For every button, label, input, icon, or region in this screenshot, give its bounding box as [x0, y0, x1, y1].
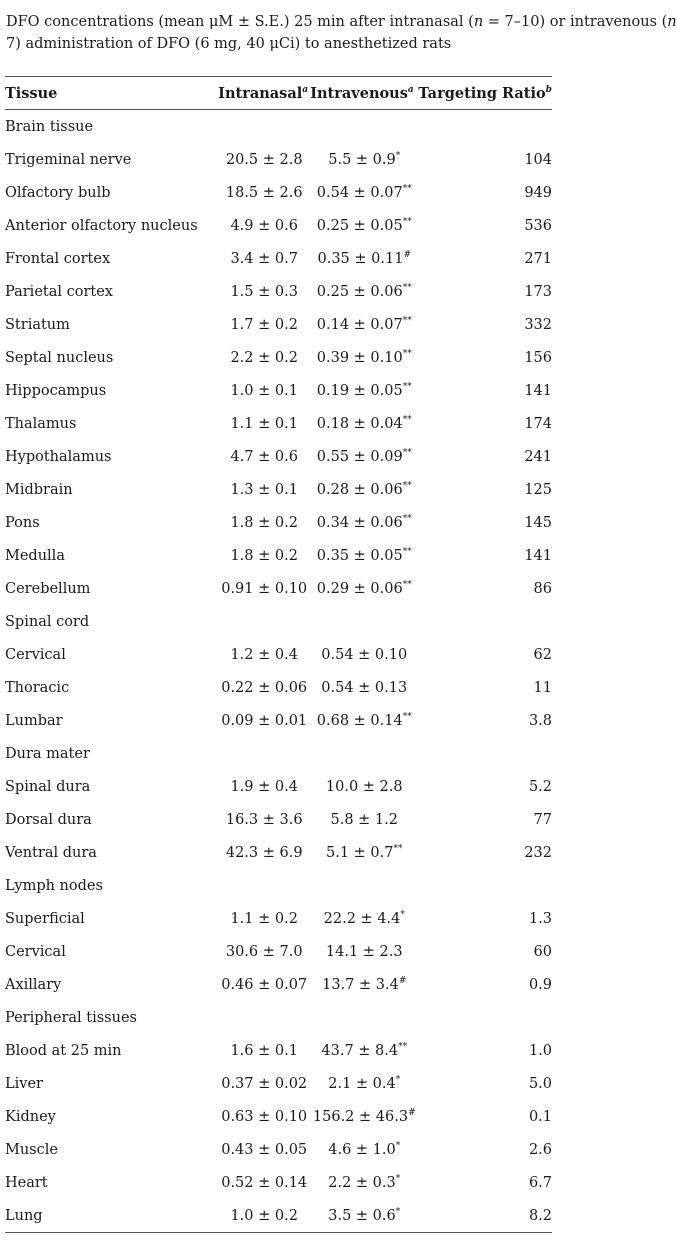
- significance-mark: **: [402, 183, 412, 194]
- intranasal-cell: 18.5 ± 2.6: [225, 184, 303, 201]
- table-row: [5, 704, 552, 737]
- intravenous-value: 5.5 ± 0.9: [328, 151, 396, 168]
- table-header-row: [5, 77, 552, 110]
- targeting-ratio-cell: 5.2: [528, 778, 552, 795]
- significance-mark: #: [398, 975, 407, 986]
- intravenous-cell: [310, 143, 418, 176]
- targeting-ratio-cell: 8.2: [418, 1199, 552, 1233]
- tissue-cell: Olfactory bulb: [5, 184, 111, 201]
- intranasal-cell: 42.3 ± 6.9: [225, 844, 303, 861]
- tissue-cell: Dorsal dura: [5, 811, 92, 828]
- group-header-row: [5, 605, 552, 638]
- significance-mark: *: [395, 1140, 401, 1151]
- intravenous-value: 0.68 ± 0.14: [316, 712, 403, 729]
- intranasal-cell: 1.9 ± 0.4: [230, 778, 298, 795]
- tissue-cell: Striatum: [5, 316, 70, 333]
- significance-mark: *: [395, 1173, 401, 1184]
- intravenous-value: 0.29 ± 0.06: [316, 580, 403, 597]
- tissue-cell: Heart: [5, 1174, 48, 1191]
- targeting-ratio-cell: 241: [524, 448, 552, 465]
- table-row: [5, 374, 552, 407]
- significance-mark: **: [402, 546, 412, 557]
- table-row: [5, 1067, 552, 1100]
- intravenous-cell: [310, 968, 418, 1001]
- intravenous-value: 10.0 ± 2.8: [325, 778, 403, 795]
- intravenous-cell: [310, 374, 418, 407]
- intranasal-cell: 30.6 ± 7.0: [225, 943, 303, 960]
- significance-mark: *: [395, 1074, 401, 1085]
- intravenous-value: 43.7 ± 8.4: [321, 1042, 399, 1059]
- intranasal-cell: 0.63 ± 0.10: [221, 1108, 308, 1125]
- intranasal-cell: 0.46 ± 0.07: [221, 976, 308, 993]
- tissue-cell: Pons: [5, 514, 40, 531]
- column-header-intranasal: Intranasal$^a$: [218, 77, 310, 110]
- table-row: [5, 803, 552, 836]
- intravenous-cell: [310, 1067, 418, 1100]
- table-row: [5, 1034, 552, 1067]
- targeting-ratio-cell: 1.3: [528, 910, 552, 927]
- intravenous-value: 4.6 ± 1.0: [328, 1141, 396, 1158]
- intravenous-cell: [310, 341, 418, 374]
- table-row: [5, 671, 552, 704]
- intravenous-value: 0.19 ± 0.05: [316, 382, 403, 399]
- intravenous-value: 0.28 ± 0.06: [316, 481, 403, 498]
- intravenous-value: 13.7 ± 3.4: [322, 976, 399, 993]
- tissue-cell: Cervical: [5, 646, 66, 663]
- table-row: [5, 440, 552, 473]
- tissue-cell: Liver: [5, 1075, 43, 1092]
- targeting-ratio-cell: 60: [533, 943, 552, 960]
- significance-mark: #: [408, 1107, 416, 1118]
- intravenous-value: 5.8 ± 1.2: [330, 811, 398, 828]
- caption-line-2: 7) administration of DFO (6 mg, 40 μCi) to anesthetized rats: [6, 36, 452, 52]
- intravenous-value: 0.34 ± 0.06: [316, 514, 403, 531]
- intravenous-cell: [310, 1100, 418, 1133]
- intranasal-cell: 4.9 ± 0.6: [230, 217, 298, 234]
- targeting-ratio-cell: 156: [524, 349, 552, 366]
- tissue-cell: Blood at 25 min: [5, 1042, 122, 1059]
- group-label: Brain tissue: [5, 118, 94, 135]
- tissue-cell: Medulla: [5, 547, 65, 564]
- targeting-ratio-cell: 77: [533, 811, 552, 828]
- table-row: [5, 638, 552, 671]
- tissue-cell: Muscle: [5, 1141, 58, 1158]
- tissue-cell: Hypothalamus: [5, 448, 112, 465]
- tissue-cell: Septal nucleus: [5, 349, 114, 366]
- targeting-ratio-cell: 271: [524, 250, 552, 267]
- group-label: Lymph nodes: [5, 877, 103, 894]
- targeting-ratio-cell: 145: [524, 514, 552, 531]
- targeting-ratio-cell: 6.7: [528, 1174, 552, 1191]
- column-header-intravenous: Intravenous$^a$: [310, 77, 418, 110]
- intranasal-cell: 1.3 ± 0.1: [230, 481, 298, 498]
- intravenous-value: 0.35 ± 0.11: [317, 250, 404, 267]
- intranasal-cell: 0.09 ± 0.01: [221, 712, 308, 729]
- intravenous-value: 0.54 ± 0.07: [316, 184, 403, 201]
- intranasal-cell: 1.6 ± 0.1: [230, 1042, 298, 1059]
- intranasal-cell: 1.5 ± 0.3: [230, 283, 298, 300]
- intravenous-value: 0.55 ± 0.09: [316, 448, 403, 465]
- table-row: [5, 539, 552, 572]
- tissue-cell: Axillary: [5, 976, 62, 993]
- tissue-cell: Midbrain: [5, 481, 73, 498]
- table-row: [5, 473, 552, 506]
- table-row: [5, 308, 552, 341]
- table-row: [5, 242, 552, 275]
- intranasal-cell: 1.8 ± 0.2: [230, 514, 298, 531]
- tissue-cell: Kidney: [5, 1108, 56, 1125]
- group-header-row: [5, 869, 552, 902]
- significance-mark: *: [395, 1206, 401, 1217]
- column-header-targeting-ratio: Targeting Ratio$^b$: [418, 77, 552, 110]
- targeting-ratio-cell: 3.8: [528, 712, 552, 729]
- significance-mark: **: [402, 414, 412, 425]
- significance-mark: **: [402, 579, 412, 590]
- intravenous-value: 0.18 ± 0.04: [316, 415, 403, 432]
- tissue-cell: Spinal dura: [5, 778, 91, 795]
- table-caption: [0, 0, 677, 52]
- intravenous-value: 156.2 ± 46.3: [312, 1108, 409, 1125]
- significance-mark: **: [402, 348, 412, 359]
- significance-mark: **: [402, 447, 412, 458]
- intranasal-cell: 1.1 ± 0.2: [230, 910, 298, 927]
- targeting-ratio-cell: 174: [524, 415, 552, 432]
- table-row: [5, 209, 552, 242]
- intravenous-value: 5.1 ± 0.7: [326, 844, 394, 861]
- intravenous-cell: [310, 704, 418, 737]
- intravenous-cell: [310, 242, 418, 275]
- table-row: [5, 407, 552, 440]
- intranasal-cell: 1.2 ± 0.4: [230, 646, 298, 663]
- intravenous-value: 14.1 ± 2.3: [325, 943, 403, 960]
- intravenous-value: 0.54 ± 0.13: [321, 679, 408, 696]
- intravenous-cell: [310, 440, 418, 473]
- tissue-cell: Trigeminal nerve: [5, 151, 132, 168]
- table-row: [5, 770, 552, 803]
- table-row: [5, 836, 552, 869]
- targeting-ratio-cell: 949: [524, 184, 552, 201]
- targeting-ratio-cell: 141: [524, 382, 552, 399]
- table-row: [5, 1100, 552, 1133]
- table-row: [5, 902, 552, 935]
- intravenous-cell: [310, 506, 418, 539]
- targeting-ratio-cell: 173: [524, 283, 552, 300]
- tissue-cell: Lung: [5, 1199, 218, 1233]
- intravenous-cell: [310, 671, 418, 704]
- significance-mark: *: [400, 909, 405, 920]
- intravenous-cell: [310, 803, 418, 836]
- intranasal-cell: 0.52 ± 0.14: [221, 1174, 308, 1191]
- tissue-cell: Thalamus: [5, 415, 77, 432]
- targeting-ratio-cell: 2.6: [528, 1141, 552, 1158]
- footnote-mark: b: [545, 84, 552, 95]
- significance-mark: **: [402, 282, 412, 293]
- targeting-ratio-cell: 11: [533, 679, 552, 696]
- significance-mark: *: [395, 150, 401, 161]
- targeting-ratio-cell: 0.9: [528, 976, 552, 993]
- table-body: [5, 110, 552, 1233]
- significance-mark: **: [402, 315, 412, 326]
- intravenous-value: 0.39 ± 0.10: [316, 349, 403, 366]
- intravenous-value: 22.2 ± 4.4: [323, 910, 401, 927]
- table-row: [5, 341, 552, 374]
- significance-mark: **: [402, 711, 412, 722]
- intravenous-value: 0.25 ± 0.05: [316, 217, 403, 234]
- intranasal-cell: 3.4 ± 0.7: [230, 250, 298, 267]
- intravenous-cell: [310, 770, 418, 803]
- table-row: [5, 1133, 552, 1166]
- footnote-mark: a: [407, 84, 414, 95]
- intranasal-cell: 0.43 ± 0.05: [221, 1141, 308, 1158]
- intravenous-cell: [310, 902, 418, 935]
- tissue-cell: Frontal cortex: [5, 250, 111, 267]
- tissue-cell: Ventral dura: [5, 844, 97, 861]
- dfo-concentration-table: [5, 76, 552, 1233]
- intranasal-cell: 16.3 ± 3.6: [225, 811, 303, 828]
- intravenous-cell: [310, 473, 418, 506]
- targeting-ratio-cell: 141: [524, 547, 552, 564]
- intranasal-cell: 0.91 ± 0.10: [221, 580, 308, 597]
- column-header-tissue: Tissue: [5, 77, 218, 110]
- table-row: [5, 506, 552, 539]
- table-row: [5, 1166, 552, 1199]
- intravenous-cell: [310, 275, 418, 308]
- tissue-cell: Parietal cortex: [5, 283, 113, 300]
- targeting-ratio-cell: 0.1: [528, 1108, 552, 1125]
- table-row: [5, 1199, 552, 1233]
- intranasal-cell: 2.2 ± 0.2: [230, 349, 298, 366]
- targeting-ratio-cell: 332: [524, 316, 552, 333]
- significance-mark: **: [393, 843, 403, 854]
- significance-mark: **: [398, 1041, 408, 1052]
- table-row: [5, 935, 552, 968]
- intravenous-value: 0.25 ± 0.06: [316, 283, 403, 300]
- tissue-cell: Lumbar: [5, 712, 63, 729]
- intravenous-cell: [310, 176, 418, 209]
- tissue-cell: Hippocampus: [5, 382, 107, 399]
- intravenous-value: 2.1 ± 0.4: [328, 1075, 396, 1092]
- tissue-cell: Thoracic: [5, 679, 70, 696]
- intravenous-value: 3.5 ± 0.6: [328, 1207, 396, 1224]
- targeting-ratio-cell: 5.0: [528, 1075, 552, 1092]
- intranasal-cell: 0.22 ± 0.06: [221, 679, 308, 696]
- significance-mark: #: [403, 249, 411, 260]
- intranasal-cell: 20.5 ± 2.8: [225, 151, 303, 168]
- tissue-cell: Cervical: [5, 943, 66, 960]
- group-label: Spinal cord: [5, 613, 90, 630]
- group-header-row: [5, 110, 552, 144]
- targeting-ratio-cell: 125: [524, 481, 552, 498]
- targeting-ratio-cell: 1.0: [528, 1042, 552, 1059]
- intravenous-cell: [310, 572, 418, 605]
- table-row: [5, 275, 552, 308]
- intranasal-cell: 0.37 ± 0.02: [221, 1075, 308, 1092]
- intravenous-cell: [310, 1166, 418, 1199]
- footnote-mark: a: [302, 84, 309, 95]
- intranasal-cell: 1.8 ± 0.2: [230, 547, 298, 564]
- intranasal-cell: 1.7 ± 0.2: [230, 316, 298, 333]
- group-header-row: [5, 737, 552, 770]
- group-label: Peripheral tissues: [5, 1009, 137, 1026]
- intranasal-cell: 1.0 ± 0.2: [218, 1199, 310, 1233]
- targeting-ratio-cell: 232: [524, 844, 552, 861]
- intravenous-cell: [310, 836, 418, 869]
- intravenous-cell: [310, 638, 418, 671]
- intravenous-cell: [310, 1133, 418, 1166]
- intravenous-value: 0.14 ± 0.07: [316, 316, 403, 333]
- intravenous-cell: [310, 1034, 418, 1067]
- table-row: [5, 968, 552, 1001]
- intravenous-cell: [310, 935, 418, 968]
- significance-mark: **: [402, 480, 412, 491]
- tissue-cell: Superficial: [5, 910, 85, 927]
- significance-mark: **: [402, 216, 412, 227]
- intravenous-value: 2.2 ± 0.3: [328, 1174, 396, 1191]
- caption-line-1: DFO concentrations (mean μM ± S.E.) 25 min after intranasal (n = 7–10) or intravenous (n: [6, 14, 677, 30]
- intravenous-cell: [310, 308, 418, 341]
- table-row: [5, 143, 552, 176]
- intravenous-cell: [310, 407, 418, 440]
- targeting-ratio-cell: 536: [524, 217, 552, 234]
- table-row: [5, 176, 552, 209]
- tissue-cell: Cerebellum: [5, 580, 91, 597]
- targeting-ratio-cell: 62: [533, 646, 552, 663]
- targeting-ratio-cell: 86: [533, 580, 552, 597]
- intravenous-cell: [310, 209, 418, 242]
- intravenous-cell: [310, 1199, 418, 1233]
- intravenous-value: 0.54 ± 0.10: [321, 646, 408, 663]
- group-header-row: [5, 1001, 552, 1034]
- intranasal-cell: 1.1 ± 0.1: [230, 415, 298, 432]
- table-row: [5, 572, 552, 605]
- targeting-ratio-cell: 104: [524, 151, 552, 168]
- intranasal-cell: 4.7 ± 0.6: [230, 448, 298, 465]
- significance-mark: **: [402, 381, 412, 392]
- intravenous-cell: [310, 539, 418, 572]
- intravenous-value: 0.35 ± 0.05: [316, 547, 403, 564]
- group-label: Dura mater: [5, 745, 90, 762]
- significance-mark: **: [402, 513, 412, 524]
- tissue-cell: Anterior olfactory nucleus: [5, 217, 198, 234]
- intranasal-cell: 1.0 ± 0.1: [230, 382, 298, 399]
